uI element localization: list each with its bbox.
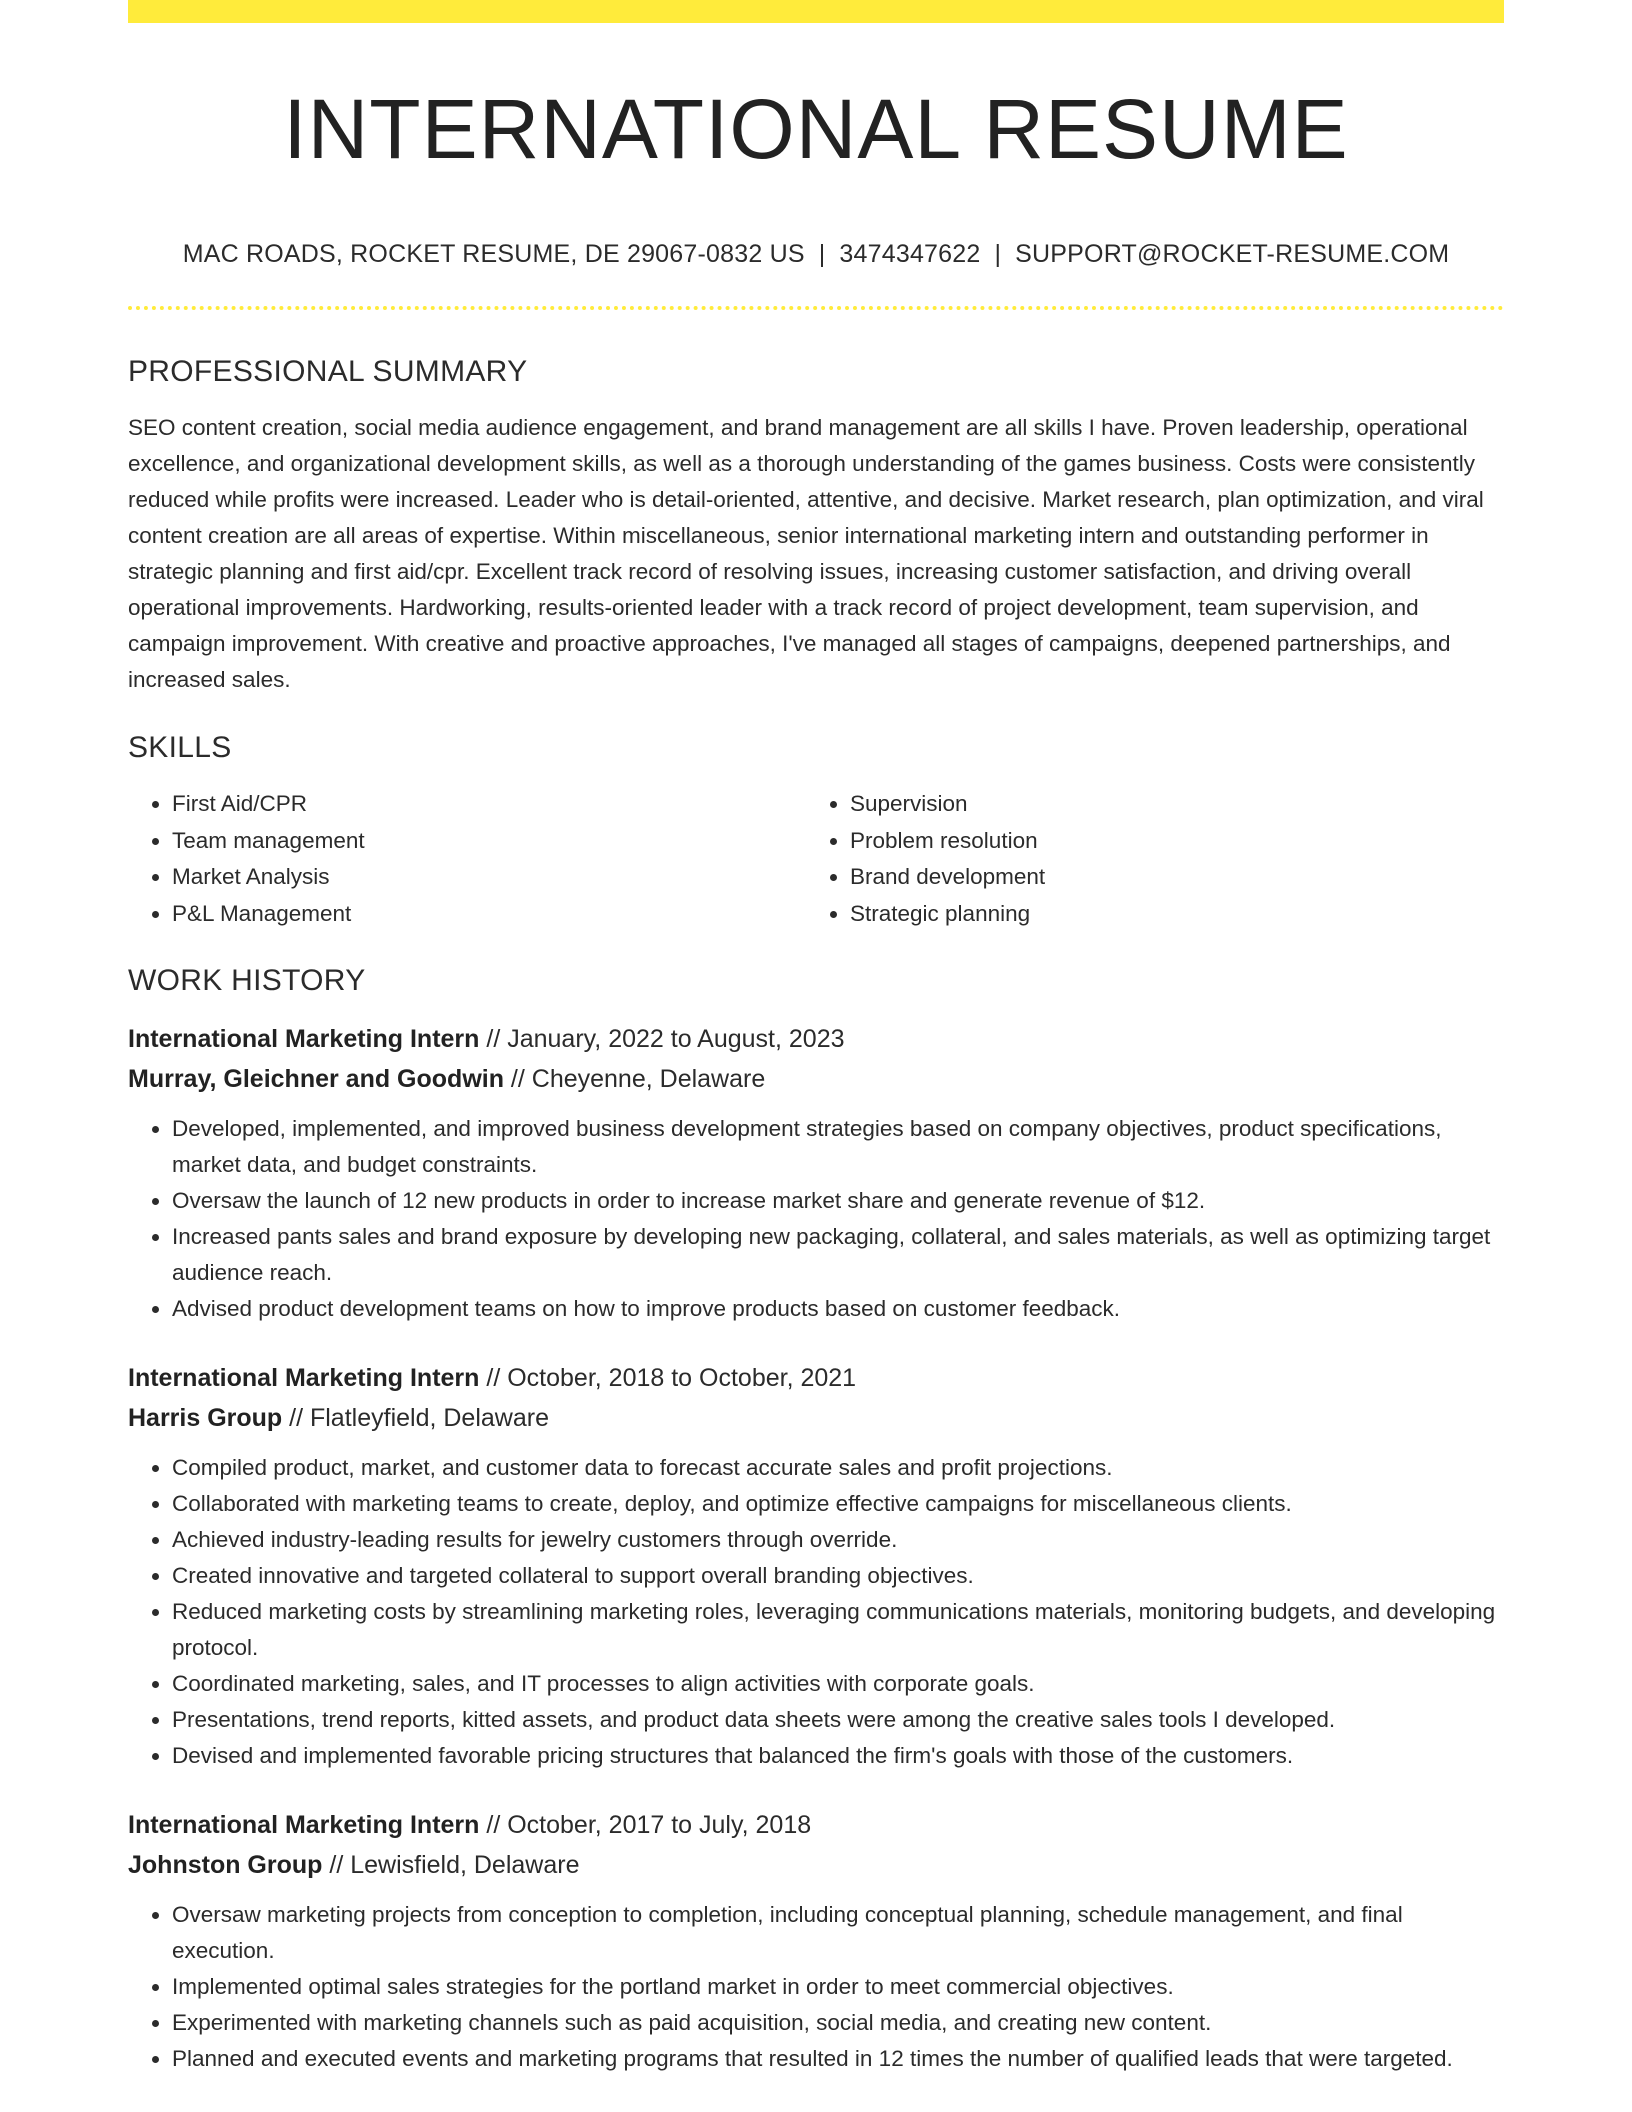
job-bullet: • Compiled product, market, and customer data to forecast accurate sales and profit projections. <box>172 1450 1504 1486</box>
job-bullet: • Oversaw marketing projects from conception to completion, including conceptual planning, schedule management, and final execution. <box>172 1897 1504 1969</box>
job-company: Johnston Group <box>128 1851 323 1879</box>
job-bullets <box>128 1897 1504 2077</box>
contact-line <box>128 239 1504 269</box>
skills-column-right <box>806 786 1484 932</box>
dotted-divider <box>128 306 1504 310</box>
skill-item: • Market Analysis <box>172 859 806 896</box>
contact-separator: | <box>818 240 826 268</box>
job-bullet: • Devised and implemented favorable pricing structures that balanced the firm's goals with those of the customers. <box>172 1738 1504 1774</box>
job-dates: // October, 2018 to October, 2021 <box>479 1364 857 1392</box>
skills-heading: SKILLS <box>128 731 232 764</box>
skill-item: • Supervision <box>850 786 1484 823</box>
job-bullet: • Collaborated with marketing teams to create, deploy, and optimize effective campaigns for miscellaneous clients. <box>172 1486 1504 1522</box>
job-bullets <box>128 1111 1504 1327</box>
job-title-line <box>128 1805 1504 1845</box>
address: MAC ROADS, ROCKET RESUME, DE 29067-0832 US <box>182 240 805 268</box>
job-location: // Cheyenne, Delaware <box>503 1065 766 1093</box>
job-bullet: • Oversaw the launch of 12 new products in order to increase market share and generate revenue of $12. <box>172 1183 1504 1219</box>
job-title-line <box>128 1019 1504 1059</box>
summary-text: SEO content creation, social media audience engagement, and brand management are all skills I have. Proven leadership, operational excellence, and organizational development skills, as well as a thorough understanding of the games business. Costs were consistently reduced while profits were increased. Leader who is detail-oriented, attentive, and decisive. Market research, plan optimization, and viral content creation are all areas of expertise. Within miscellaneous, senior international marketing intern and outstanding performer in strategic planning and first aid/cpr. Excellent track record of resolving issues, increasing customer satisfaction, and driving overall operational improvements. Hardworking, results-oriented leader with a track record of project development, team supervision, and campaign improvement. With creative and proactive approaches, I've managed all stages of campaigns, deepened partnerships, and increased sales. <box>128 415 1484 692</box>
job-company-line <box>128 1059 1504 1099</box>
work-history-heading: WORK HISTORY <box>128 964 366 997</box>
job-location: // Lewisfield, Delaware <box>322 1851 580 1879</box>
job-bullet: • Advised product development teams on how to improve products based on customer feedback. <box>172 1291 1504 1327</box>
job-entry <box>128 1358 1504 1774</box>
job-bullet: • Coordinated marketing, sales, and IT processes to align activities with corporate goals. <box>172 1666 1504 1702</box>
job-title-line <box>128 1358 1504 1398</box>
resume-page <box>128 0 1504 2077</box>
skill-item: • Brand development <box>850 859 1484 896</box>
skill-item: • Team management <box>172 823 806 860</box>
job-role: International Marketing Intern <box>128 1811 480 1839</box>
skill-item: • Strategic planning <box>850 896 1484 933</box>
resume-name: INTERNATIONAL RESUME <box>283 82 1349 176</box>
job-bullet: • Increased pants sales and brand exposure by developing new packaging, collateral, and sales materials, as well as optimizing target audience reach. <box>172 1219 1504 1291</box>
job-company-line <box>128 1845 1504 1885</box>
phone-number: 3474347622 <box>839 240 981 268</box>
skill-item: • Problem resolution <box>850 823 1484 860</box>
job-company-line <box>128 1398 1504 1438</box>
job-company: Harris Group <box>128 1404 283 1432</box>
job-bullet: • Achieved industry-leading results for jewelry customers through override. <box>172 1522 1504 1558</box>
job-entry <box>128 1019 1504 1327</box>
email-address: SUPPORT@ROCKET-RESUME.COM <box>1015 240 1450 268</box>
job-bullet: • Experimented with marketing channels such as paid acquisition, social media, and creating new content. <box>172 2005 1504 2041</box>
skills-grid <box>128 786 1504 932</box>
skills-column-left <box>128 786 806 932</box>
skill-item: • P&L Management <box>172 896 806 933</box>
job-bullet: • Presentations, trend reports, kitted assets, and product data sheets were among the creative sales tools I developed. <box>172 1702 1504 1738</box>
job-role: International Marketing Intern <box>128 1364 480 1392</box>
job-company: Murray, Gleichner and Goodwin <box>128 1065 504 1093</box>
job-bullet: • Planned and executed events and marketing programs that resulted in 12 times the number of qualified leads that were targeted. <box>172 2041 1504 2077</box>
job-bullet: • Reduced marketing costs by streamlining marketing roles, leveraging communications materials, monitoring budgets, and developing protocol. <box>172 1594 1504 1666</box>
job-bullet: • Created innovative and targeted collateral to support overall branding objectives. <box>172 1558 1504 1594</box>
top-accent-bar <box>128 0 1504 23</box>
job-bullets <box>128 1450 1504 1774</box>
contact-separator: | <box>994 240 1002 268</box>
job-location: // Flatleyfield, Delaware <box>282 1404 549 1432</box>
summary-heading: PROFESSIONAL SUMMARY <box>128 355 528 388</box>
skill-item: • First Aid/CPR <box>172 786 806 823</box>
job-bullet: • Developed, implemented, and improved business development strategies based on company objectives, product specifications, market data, and budget constraints. <box>172 1111 1504 1183</box>
job-dates: // October, 2017 to July, 2018 <box>479 1811 812 1839</box>
job-role: International Marketing Intern <box>128 1025 480 1053</box>
job-bullet: • Implemented optimal sales strategies for the portland market in order to meet commercial objectives. <box>172 1969 1504 2005</box>
job-entry <box>128 1805 1504 2077</box>
job-dates: // January, 2022 to August, 2023 <box>479 1025 845 1053</box>
